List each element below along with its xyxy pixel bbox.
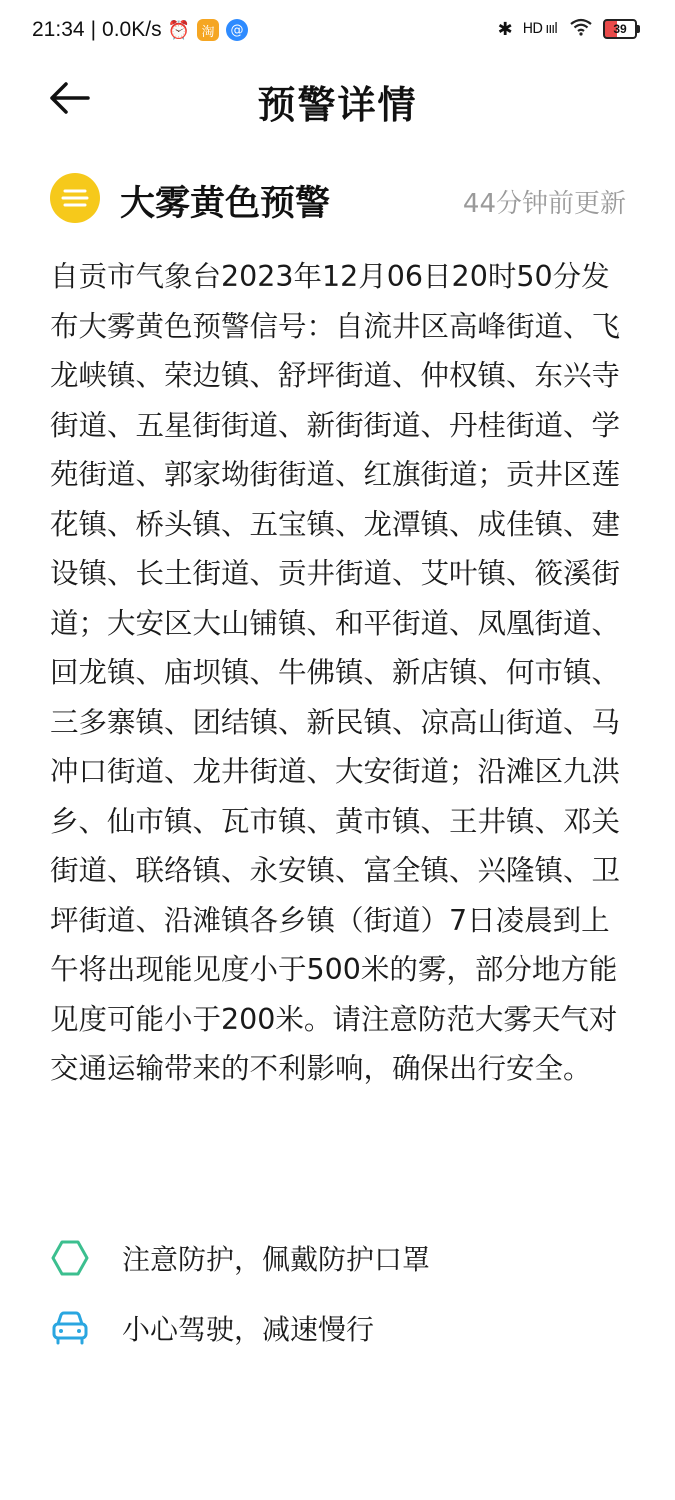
- status-time: 21:34: [32, 18, 85, 41]
- browser-app-icon: @: [226, 19, 248, 41]
- tip-mask: [50, 1236, 630, 1280]
- signal-icon: HD ıııl: [522, 21, 557, 37]
- header: [0, 62, 675, 134]
- status-bar: [0, 0, 675, 62]
- status-left: [32, 18, 248, 42]
- tip-mask-label: 注意防护，佩戴防护口罩: [122, 1243, 431, 1276]
- alarm-icon: ⏰: [167, 19, 190, 40]
- tip-driving: [50, 1306, 630, 1350]
- taobao-app-icon: 淘: [197, 19, 219, 41]
- alert-updated-time: 44分钟前更新: [462, 189, 626, 219]
- page-title: 预警详情: [257, 83, 418, 127]
- fog-warning-icon: [50, 173, 100, 223]
- wifi-icon: [569, 18, 593, 40]
- status-separator: |: [90, 18, 97, 41]
- alert-title: 大雾黄色预警: [120, 184, 331, 224]
- mask-icon: [50, 1238, 90, 1278]
- car-icon: [50, 1308, 90, 1348]
- bluetooth-icon: ✱: [497, 18, 513, 40]
- alert-header: [50, 173, 626, 227]
- battery-icon: 39: [603, 19, 637, 39]
- tip-driving-label: 小心驾驶，减速慢行: [122, 1313, 375, 1346]
- network-speed: 0.0K/s: [102, 18, 162, 41]
- status-right: [498, 18, 637, 40]
- alert-description: 自贡市气象台2023年12月06日20时50分发布大雾黄色预警信号：自流井区高峰街道、飞龙峡镇、荣边镇、舒坪街道、仲权镇、东兴寺街道、五星街街道、新街街道、丹桂街道、学苑街道、郭家坳街街道、红旗街道；贡井区莲花镇、桥头镇、五宝镇、龙潭镇、成佳镇、建设镇、长土街道、贡井街道、艾叶镇、筱溪街道；大安区大山铺镇、和平街道、凤凰街道、回龙镇、庙坝镇、牛佛镇、新店镇、何市镇、三多寨镇、团结镇、新民镇、凉高山街道、马冲口街道、龙井街道、大安街道；沿滩区九洪乡、仙市镇、瓦市镇、黄市镇、王井镇、邓关街道、联络镇、永安镇、富全镇、兴隆镇、卫坪街道、沿滩镇各乡镇（街道）7日凌晨到上午将出现能见度小于500米的雾，部分地方能见度可能小于200米。请注意防范大雾天气对交通运输带来的不利影响，确保出行安全。: [50, 260, 621, 1085]
